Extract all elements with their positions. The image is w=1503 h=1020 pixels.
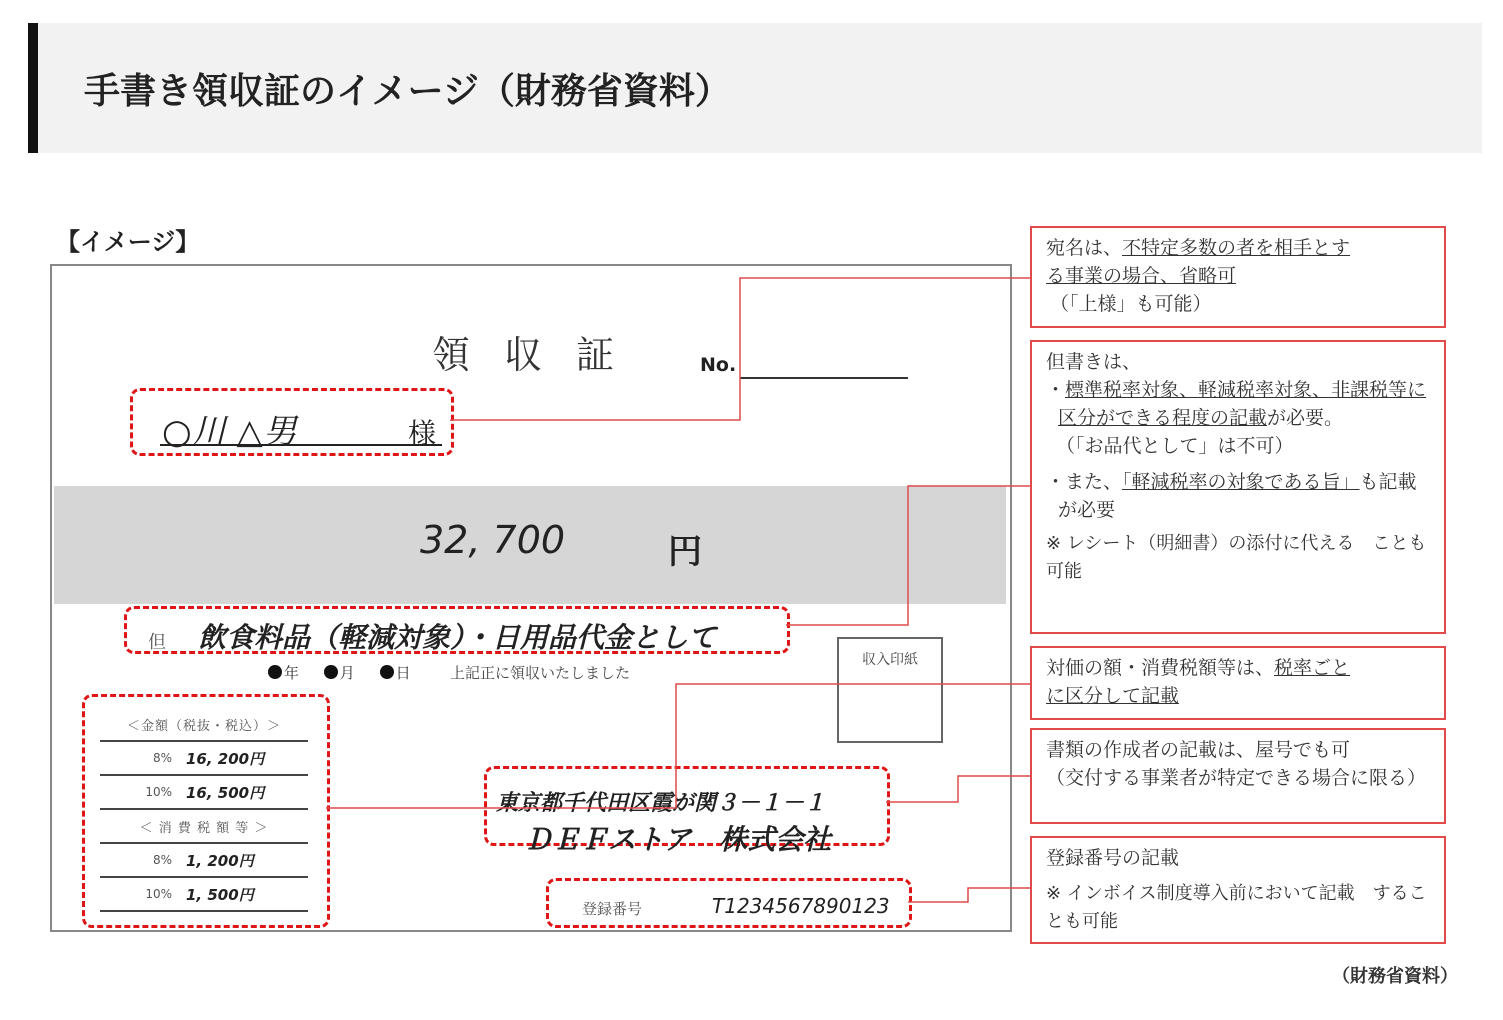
addressee-name: ○川 △男 bbox=[162, 412, 297, 452]
ann-text: 登録番号の記載 bbox=[1046, 847, 1180, 869]
issuer-name: ＤＥＦストア 株式会社 bbox=[524, 823, 832, 856]
connector-tax bbox=[326, 684, 1030, 808]
ann-text: また、 bbox=[1065, 471, 1123, 493]
rate-label: 8% bbox=[152, 751, 172, 765]
receipt-amount: 32, 700 bbox=[420, 518, 566, 562]
ann-text: （交付する事業者が特定できる場合に限る） bbox=[1046, 767, 1427, 789]
annotation-issuer bbox=[1030, 728, 1446, 824]
received-text: 上記正に領収いたしました bbox=[450, 664, 631, 682]
proviso-text: 飲食料品（軽減対象）・日用品代金として bbox=[198, 621, 717, 654]
tax-value: 1, 200円 bbox=[186, 851, 254, 870]
ann-note: ※ インボイス制度導入前において記載 することも可能 bbox=[1046, 883, 1427, 932]
ann-text: 書類の作成者の記載は、屋号でも可 bbox=[1046, 739, 1351, 761]
connector-addressee bbox=[450, 278, 1030, 420]
source-note: （財務省資料） bbox=[1332, 966, 1458, 987]
rate-label: 8% bbox=[152, 853, 172, 867]
receipt-title: 領収証 bbox=[432, 333, 649, 377]
rate-label: 10% bbox=[145, 887, 172, 901]
registration-label: 登録番号 bbox=[582, 900, 643, 918]
receipt-no-label: No. bbox=[700, 354, 737, 376]
ann-underlined: 「軽減税率の対象である旨」 bbox=[1122, 471, 1360, 493]
annotation-registration bbox=[1030, 836, 1446, 944]
ann-underlined: 載 bbox=[1248, 407, 1268, 429]
ann-text: が必要。 bbox=[1267, 407, 1344, 429]
revenue-stamp-label: 収入印紙 bbox=[862, 652, 918, 668]
ann-text: 但書きは、 bbox=[1046, 351, 1142, 373]
ann-text: 宛名は、 bbox=[1046, 237, 1123, 259]
annotation-tax bbox=[1030, 646, 1446, 720]
amount-value: 16, 500円 bbox=[186, 783, 265, 802]
connector-issuer bbox=[886, 776, 1030, 802]
date-month-label: 月 bbox=[339, 664, 355, 682]
date-year-label: 年 bbox=[284, 664, 300, 682]
issuer-address: 東京都千代田区霞が関３－１－１ bbox=[496, 791, 827, 816]
amount-value: 16, 200円 bbox=[186, 749, 265, 768]
ann-text: 対価の額・消費税額等は、 bbox=[1046, 657, 1275, 679]
connector-proviso bbox=[786, 486, 1030, 625]
ann-underlined: 不特定多数の者を相手とす bbox=[1122, 237, 1351, 259]
annotation-proviso: 但書きは、 ・標準税率対象、軽減税率対象、非課税等に区分ができる程度の記載が必要。 （「お品代として」は不可） ・また、「軽減税率の対象である旨」も記載が必要 ※ レシート（明細書）の添付に代える ことも可能 bbox=[1030, 340, 1446, 634]
ann-underlined: 税率ごと bbox=[1274, 657, 1351, 679]
receipt-currency: 円 bbox=[668, 532, 702, 572]
tax-header: ＜ 消 費 税 額 等 ＞ bbox=[100, 810, 308, 844]
amount-header: ＜金額（税抜・税込）＞ bbox=[100, 708, 308, 742]
ann-text: （「お品代として」は不可） bbox=[1056, 435, 1294, 457]
ann-text: （「上様」も可能） bbox=[1050, 293, 1212, 315]
page-title: 手書き領収証のイメージ（財務省資料） bbox=[84, 71, 731, 112]
ann-note: ※ レシート（明細書）の添付に代える ことも可能 bbox=[1046, 533, 1427, 582]
date-day-label: 日 bbox=[395, 664, 411, 682]
ann-underlined: 標準税率対象、軽減税率対象、非課税等に区分ができる程度の記 bbox=[1058, 379, 1427, 429]
tax-value: 1, 500円 bbox=[186, 885, 254, 904]
annotation-addressee bbox=[1030, 226, 1446, 328]
connector-registration bbox=[908, 888, 1030, 902]
ann-underlined: に区分して記載 bbox=[1046, 685, 1180, 707]
ann-text: も記載が必要 bbox=[1058, 471, 1417, 521]
proviso-prefix: 但 bbox=[148, 632, 166, 653]
image-label: 【イメージ】 bbox=[56, 228, 200, 256]
addressee-honorific: 様 bbox=[408, 417, 437, 450]
registration-number: T1234567890123 bbox=[712, 894, 890, 918]
rate-label: 10% bbox=[145, 785, 172, 799]
ann-underlined: る事業の場合、省略可 bbox=[1046, 265, 1237, 287]
